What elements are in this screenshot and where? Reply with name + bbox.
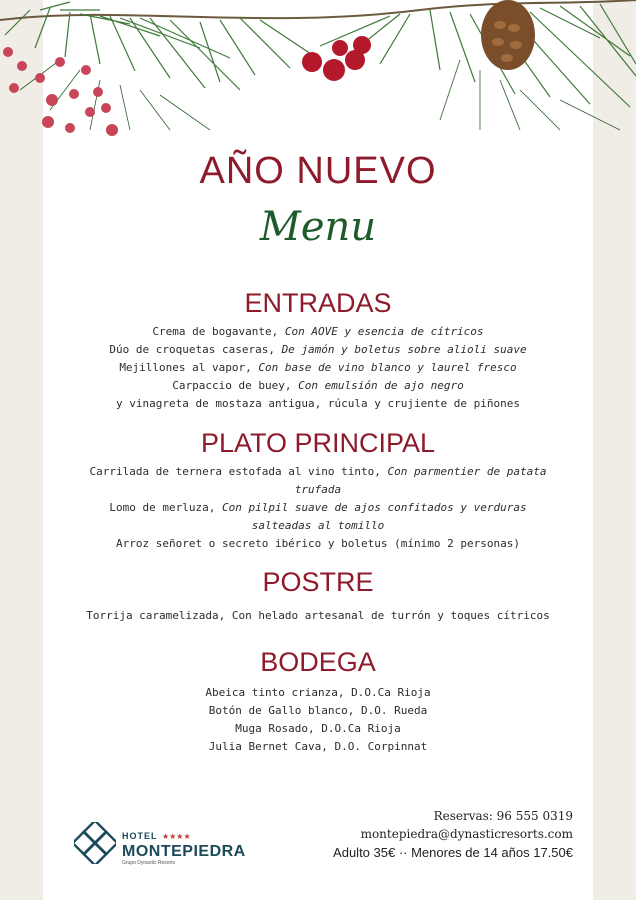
list-item: Botón de Gallo blanco, D.O. Rueda xyxy=(208,704,428,717)
list-item: Crema de bogavante, Con AOVE y esencia de cítricos xyxy=(152,325,484,338)
list-item: Julia Bernet Cava, D.O. Corpinnat xyxy=(208,740,428,753)
list-item: Muga Rosado, D.O.Ca Rioja xyxy=(235,722,401,735)
logo-name: MONTEPIEDRA xyxy=(122,843,246,860)
postre-list xyxy=(60,607,576,625)
list-item: Arroz señoret o secreto ibérico y boletus (mínimo 2 personas) xyxy=(116,537,520,550)
list-item: Lomo de merluza, Con pilpil suave de ajos confitados y verduras salteadas al tomillo xyxy=(109,501,527,532)
entradas-list xyxy=(60,323,576,413)
logo-subtitle: Grupo Dynastic Resorts xyxy=(122,860,176,866)
list-item: y vinagreta de mostaza antigua, rúcula y crujiente de piñones xyxy=(116,397,520,410)
reservas-phone: Reservas: 96 555 0319 xyxy=(433,809,573,823)
list-item: Carrilada de ternera estofada al vino tinto, Con parmentier de patata trufada xyxy=(89,465,547,496)
list-item: Carpaccio de buey, Con emulsión de ajo negro xyxy=(172,379,464,392)
pine-garland-decoration xyxy=(0,0,636,150)
hotel-logo xyxy=(122,826,246,866)
price-info: Adulto 35€ ·· Menores de 14 años 17.50€ xyxy=(333,845,573,860)
list-item: Abeica tinto crianza, D.O.Ca Rioja xyxy=(205,686,431,699)
section-title-bodega: BODEGA xyxy=(260,647,376,677)
hotel-logo-icon xyxy=(74,822,116,864)
logo-stars: ★★★★ xyxy=(161,832,191,841)
main-title: AÑO NUEVO xyxy=(199,150,437,192)
bodega-list xyxy=(60,684,576,756)
list-item: Dúo de croquetas caseras, De jamón y boletus sobre alioli suave xyxy=(109,343,527,356)
section-title-plato-principal: PLATO PRINCIPAL xyxy=(200,428,436,458)
list-item: Mejillones al vapor, Con base de vino blanco y laurel fresco xyxy=(119,361,517,374)
section-title-postre: POSTRE xyxy=(262,567,374,597)
principal-list xyxy=(88,463,548,553)
section-title-entradas: ENTRADAS xyxy=(244,288,392,318)
menu-subtitle: Menu xyxy=(259,204,377,250)
logo-hotel-label: HOTEL xyxy=(122,831,158,841)
list-item: Torrija caramelizada, Con helado artesanal de turrón y toques cítricos xyxy=(86,609,550,622)
contact-email: montepiedra@dynasticresorts.com xyxy=(360,827,573,841)
